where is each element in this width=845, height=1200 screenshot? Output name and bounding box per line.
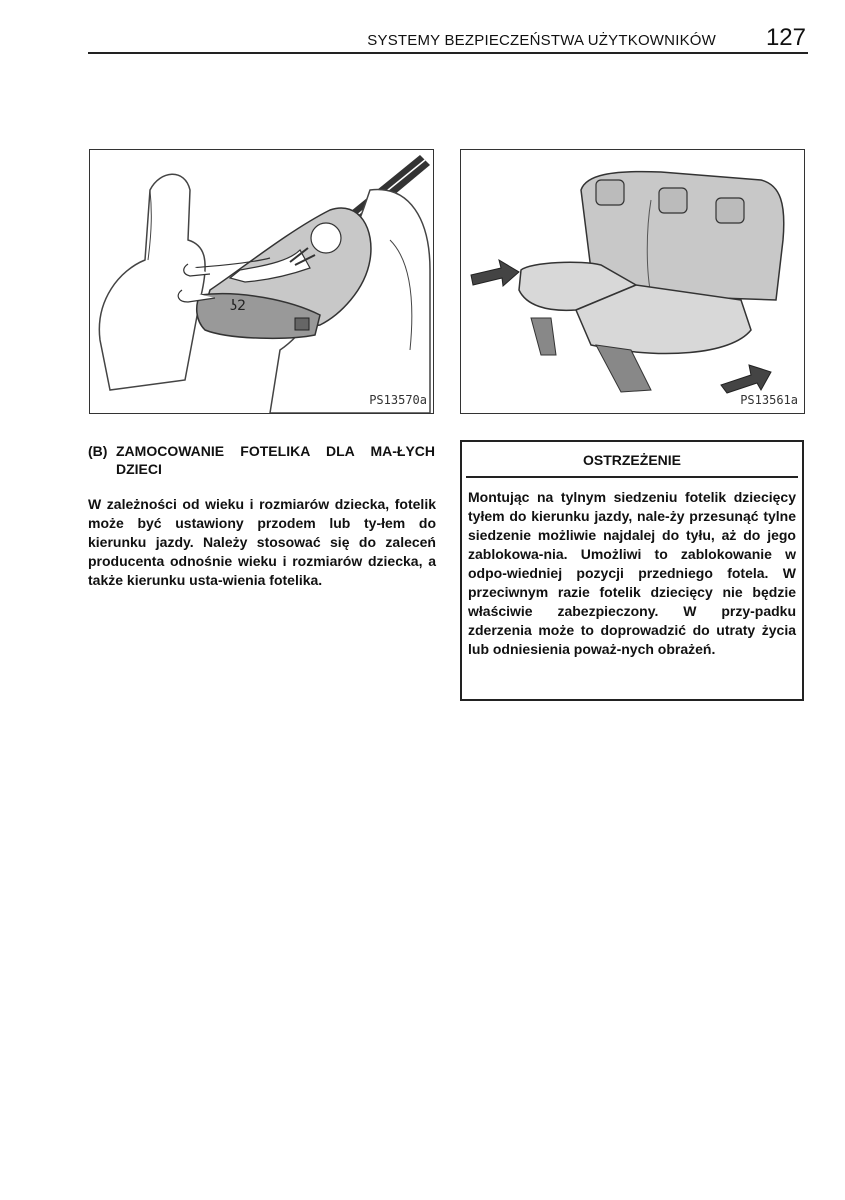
child-seat-rear-facing-illustration bbox=[90, 150, 433, 413]
figure-code: PS13570a bbox=[369, 393, 427, 407]
section-heading-text: ZAMOCOWANIE FOTELIKA DLA MA-ŁYCH DZIECI bbox=[116, 443, 435, 477]
rear-seat-slide-illustration bbox=[461, 150, 804, 413]
section-label: (B) bbox=[88, 443, 108, 459]
page-number: 127 bbox=[765, 24, 806, 51]
body-paragraph: W zależności od wieku i rozmiarów dziecka, fotelik może być ustawiony przodem lub ty-łem do kierunku jazdy. Należy stosować się do zaleceń producenta odnośnie wieku i rozmiarów dziecka, a także kierunku usta-wienia fotelika. bbox=[88, 496, 436, 588]
warning-title: OSTRZEŻENIE bbox=[466, 442, 798, 478]
warning-text: Montując na tylnym siedzeniu fotelik dziecięcy tyłem do kierunku jazdy, nale-ży przesunąć tylne siedzenie możliwie najdalej do tyłu, aż do jego zablokowa-nia. Umożliwi to zablokowanie w odpo-wiedniej pozycji przedniego fotela. W przeciwnym razie fotelik dziecięcy nie będzie właściwie zabezpieczony. W przy-padku zderzenia może to doprowadzić do utraty życia lub odniesienia poważ-nych obrażeń. bbox=[468, 489, 796, 657]
figure-rear-seat bbox=[460, 149, 805, 414]
warning-box bbox=[460, 440, 804, 701]
svg-text:ʖ2: ʖ2 bbox=[230, 298, 247, 314]
section-heading bbox=[88, 442, 435, 478]
figure-child-seat bbox=[89, 149, 434, 414]
figure-code: PS13561a bbox=[740, 393, 798, 407]
header-title: SYSTEMY BEZPIECZEŃSTWA UŻYTKOWNIKÓW bbox=[367, 32, 716, 49]
page-header bbox=[88, 24, 808, 54]
